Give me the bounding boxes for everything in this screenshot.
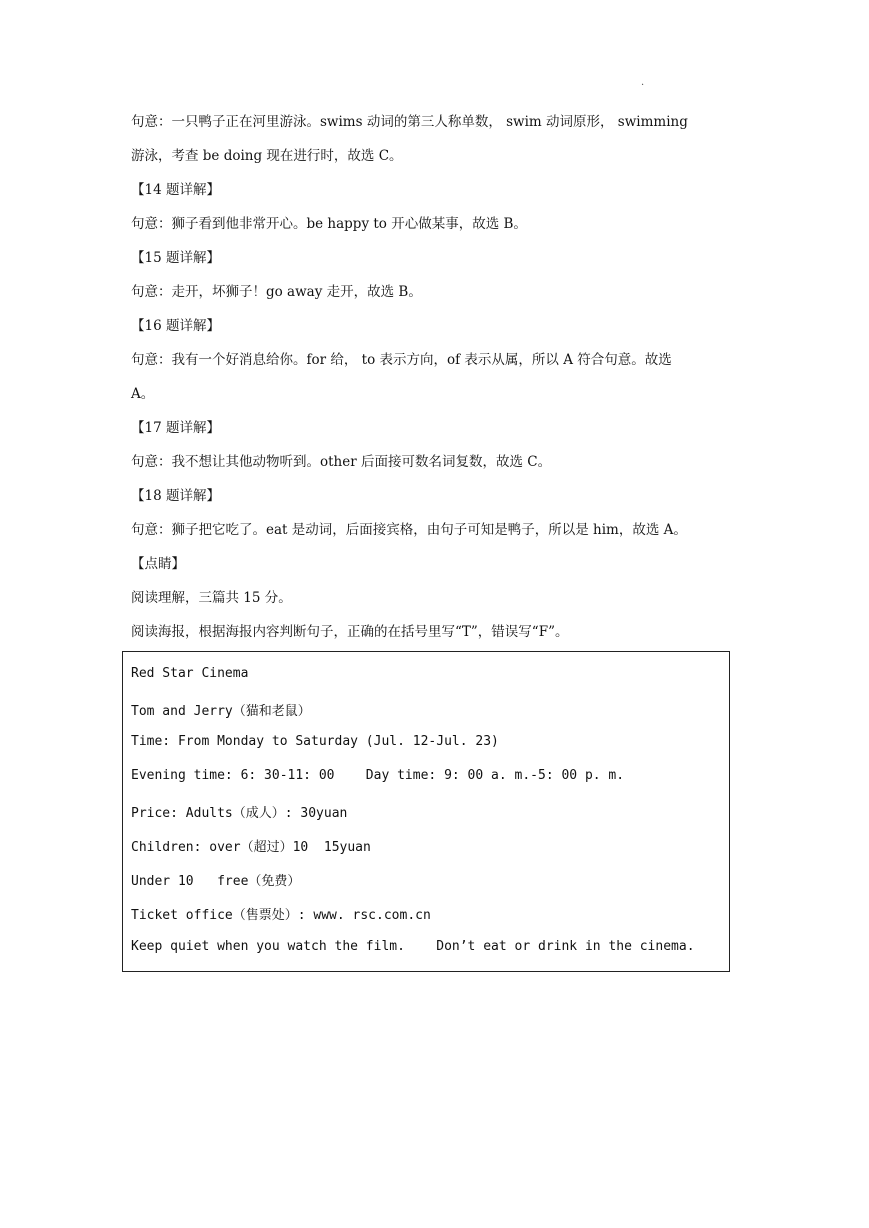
cinema-poster [122,651,730,972]
poster-showtimes: Evening time: 6: 30-11: 00 Day time: 9: 00 a. m.-5: 00 p. m. [131,768,625,783]
explanation-line: 句意：狮子看到他非常开心。be happy to 开心做某事，故选 B。 [131,216,527,232]
section-heading-18: 【18 题详解】 [131,488,220,504]
explanation-line: 句意：走开，坏狮子！go away 走开，故选 B。 [131,284,422,300]
explanation-line: 句意：我有一个好消息给你。for 给， to 表示方向，of 表示从属，所以 A 符合句意。故选 [131,352,672,368]
poster-film-title: Tom and Jerry（猫和老鼠） [131,704,311,719]
explanation-line: 句意：我不想让其他动物听到。other 后面接可数名词复数，故选 C。 [131,454,552,470]
section-heading-dianjing: 【点睛】 [131,556,185,572]
poster-dates: Time: From Monday to Saturday (Jul. 12-Jul. 23) [131,734,499,749]
poster-rules: Keep quiet when you watch the film. Don’t eat or drink in the cinema. [131,939,695,954]
poster-child-price: Children: over（超过）10 15yuan [131,840,371,855]
explanation-line: 句意：一只鸭子正在河里游泳。swims 动词的第三人称单数， swim 动词原形， swimming [131,114,688,130]
explanation-line: A。 [131,386,155,402]
explanation-line: 游泳，考查 be doing 现在进行时，故选 C。 [131,148,403,164]
poster-under-10: Under 10 free（免费） [131,874,301,889]
explanation-line: 句意：狮子把它吃了。eat 是动词，后面接宾格，由句子可知是鸭子，所以是 him，故选 A。 [131,522,687,538]
section-heading-16: 【16 题详解】 [131,318,220,334]
section-heading-15: 【15 题详解】 [131,250,220,266]
section-heading-14: 【14 题详解】 [131,182,220,198]
page-mark: · [641,80,645,91]
poster-adult-price: Price: Adults（成人）: 30yuan [131,806,348,821]
answer-explanations [131,105,741,649]
reading-intro: 阅读理解，三篇共 15 分。 [131,590,292,606]
section-heading-17: 【17 题详解】 [131,420,220,436]
reading-instruction: 阅读海报，根据海报内容判断句子，正确的在括号里写“T”，错误写“F”。 [131,624,569,640]
poster-cinema-name: Red Star Cinema [131,666,249,681]
poster-ticket-office: Ticket office（售票处）: www. rsc.com.cn [131,908,431,923]
